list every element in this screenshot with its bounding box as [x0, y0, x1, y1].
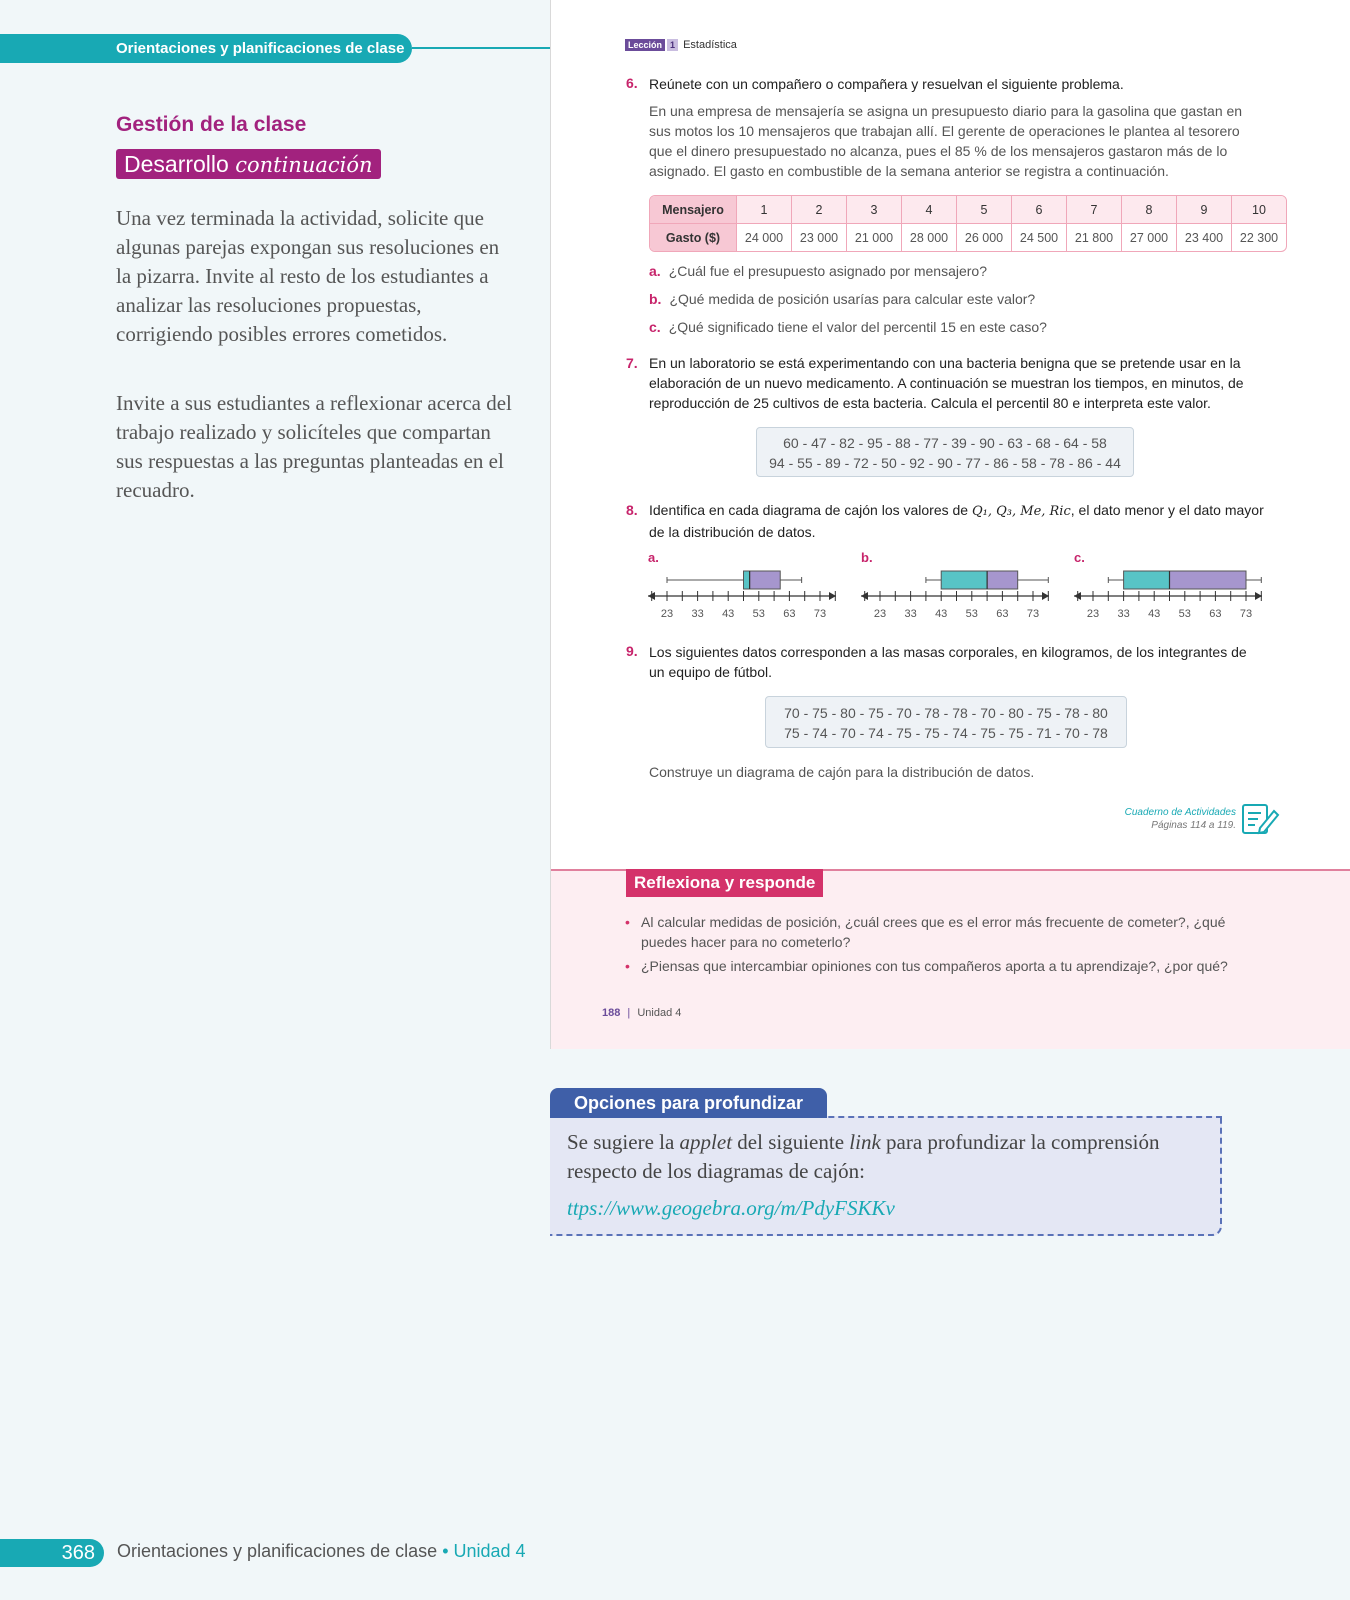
- tick-label: 33: [691, 608, 704, 620]
- footer-unit: Unidad 4: [453, 1541, 526, 1561]
- geogebra-link[interactable]: ttps://www.geogebra.org/m/PdyFSKKv: [567, 1196, 895, 1220]
- box-upper: [750, 571, 781, 589]
- box-upper: [987, 571, 1018, 589]
- box-lower: [1124, 571, 1170, 589]
- inner-page-number: 188: [602, 1007, 621, 1019]
- subquestion-letter: b.: [649, 291, 662, 307]
- tick-label: 43: [1148, 608, 1161, 620]
- tick-label: 53: [752, 608, 765, 620]
- box-upper: [1170, 571, 1247, 589]
- lesson-name: Estadística: [683, 39, 737, 51]
- gasto-table: [649, 195, 1287, 252]
- subquestion-text: ¿Qué medida de posición usarías para calcular este valor?: [669, 291, 1036, 307]
- cuaderno-pages: Páginas 114 a 119.: [1151, 820, 1236, 831]
- data-line: 94 - 55 - 89 - 72 - 50 - 92 - 90 - 77 - 86 - 58 - 78 - 86 - 44: [769, 455, 1121, 471]
- question-6-body: En una empresa de mensajería se asigna un presupuesto diario para la gasolina que gastan en sus motos los 10 mensajeros que trabajan allí. El gerente de operaciones le plantea al tesorero que el dinero presupuestado no alcanza, pues el 85 % de los mensajeros gastaron más de lo asignado. El gasto en combustible de la semana anterior se registra a continuación.: [649, 103, 1243, 179]
- table-cell: 1: [737, 196, 792, 224]
- footer-title: Orientaciones y planificaciones de clase: [117, 1541, 438, 1561]
- table-cell: 10: [1232, 196, 1286, 224]
- table-cell: 2: [792, 196, 847, 224]
- lesson-header: [625, 39, 737, 51]
- question-9-prompt: Los siguientes datos corresponden a las masas corporales, en kilogramos, de los integrantes de un equipo de fútbol.: [649, 644, 1247, 680]
- row-header-mensajero: Mensajero: [650, 196, 737, 224]
- boxplot-label: b.: [861, 550, 873, 565]
- section-banner: Orientaciones y planificaciones de clase: [0, 34, 412, 63]
- table-cell: 27 000: [1122, 224, 1177, 251]
- tick-label: 53: [1178, 608, 1191, 620]
- table-cell: 5: [957, 196, 1012, 224]
- cuaderno-reference: [1100, 806, 1236, 832]
- question-9-number: 9.: [626, 643, 638, 659]
- boxplot-b: [861, 550, 1049, 620]
- table-row: [650, 224, 1286, 251]
- page-footer-text: [117, 1541, 526, 1562]
- table-cell: 8: [1122, 196, 1177, 224]
- table-cell: 9: [1177, 196, 1232, 224]
- tick-label: 33: [904, 608, 917, 620]
- tick-label: 43: [935, 608, 948, 620]
- reflexiona-title: Reflexiona y responde: [626, 869, 823, 897]
- box-lower: [744, 571, 750, 589]
- boxplots: [640, 550, 1280, 630]
- opciones-text-c: para profundizar la comprensión respecto de los diagramas de cajón:: [567, 1130, 1160, 1183]
- table-cell: 6: [1012, 196, 1067, 224]
- tick-label: 63: [996, 608, 1009, 620]
- tick-label: 23: [1086, 608, 1100, 620]
- table-cell: 23 400: [1177, 224, 1232, 251]
- boxplot-a: [648, 550, 836, 620]
- table-cell: 21 800: [1067, 224, 1122, 251]
- tick-label: 43: [722, 608, 735, 620]
- question-8-number: 8.: [626, 502, 638, 518]
- table-cell: 26 000: [957, 224, 1012, 251]
- lesson-number: 1: [667, 39, 678, 51]
- data-line: 60 - 47 - 82 - 95 - 88 - 77 - 39 - 90 - 63 - 68 - 64 - 58: [783, 435, 1107, 451]
- tick-label: 23: [873, 608, 887, 620]
- table-cell: 7: [1067, 196, 1122, 224]
- table-cell: 24 500: [1012, 224, 1067, 251]
- cuaderno-title: Cuaderno de Actividades: [1124, 807, 1236, 818]
- question-8-prompt: [649, 500, 1264, 542]
- footer-divider: |: [627, 1007, 631, 1019]
- table-cell: 23 000: [792, 224, 847, 251]
- subquestion-c: [649, 319, 1047, 335]
- subquestion-a: [649, 263, 987, 279]
- question-6-number: 6.: [626, 75, 638, 91]
- subquestion-b: [649, 291, 1035, 307]
- subquestion-letter: a.: [649, 263, 661, 279]
- badge-main: Desarrollo: [124, 151, 229, 177]
- table-cell: 24 000: [737, 224, 792, 251]
- table-cell: 21 000: [847, 224, 902, 251]
- opciones-link-word: link: [849, 1130, 881, 1154]
- row-header-gasto: Gasto ($): [650, 224, 737, 251]
- opciones-text: [567, 1128, 1207, 1186]
- tick-label: 33: [1117, 608, 1130, 620]
- tick-label: 63: [1209, 608, 1222, 620]
- tick-label: 23: [660, 608, 674, 620]
- question-6-prompt: Reúnete con un compañero o compañera y resuelvan el siguiente problema.: [649, 76, 1124, 92]
- table-cell: 4: [902, 196, 957, 224]
- boxplot-label: a.: [648, 550, 659, 565]
- table-cell: 3: [847, 196, 902, 224]
- notebook-pencil-icon: [1240, 802, 1280, 836]
- question-7-prompt: En un laboratorio se está experimentando con una bacteria benigna que se pretende usar en la elaboración de un nuevo medicamento. A continuación se muestran los tiempos, en minutos, de reproducción de 25 cultivos de esta bacteria. Calcula el percentil 80 e interpreta este valor.: [649, 355, 1244, 411]
- desarrollo-badge: [116, 149, 381, 179]
- question-7-number: 7.: [626, 355, 638, 371]
- reflexiona-bullet: • Al calcular medidas de posición, ¿cuál crees que es el error más frecuente de cometer?, ¿qué puedes hacer para no cometerlo?: [641, 912, 1251, 952]
- opciones-text-a: Se sugiere la: [567, 1130, 680, 1154]
- opciones-text-b: del siguiente: [732, 1130, 850, 1154]
- inner-unit: Unidad 4: [637, 1007, 682, 1019]
- box-lower: [941, 571, 987, 589]
- tick-label: 53: [965, 608, 978, 620]
- footer-separator: •: [437, 1541, 454, 1561]
- question-9-instruction: Construye un diagrama de cajón para la distribución de datos.: [649, 764, 1035, 780]
- q7-data-box: [756, 427, 1134, 477]
- lesson-tag: Lección: [625, 39, 665, 51]
- tick-label: 73: [813, 608, 827, 620]
- table-cell: 28 000: [902, 224, 957, 251]
- data-line: 75 - 74 - 70 - 74 - 75 - 75 - 74 - 75 - 75 - 71 - 70 - 78: [784, 725, 1108, 741]
- section-title: Gestión de la clase: [116, 113, 307, 136]
- q9-data-box: [765, 696, 1127, 748]
- q8-prompt-vars: Q₁, Q₃, Me, Ric: [971, 504, 1071, 519]
- inner-page-footer: [602, 1007, 681, 1019]
- opciones-title: Opciones para profundizar: [550, 1088, 827, 1118]
- data-line: 70 - 75 - 80 - 75 - 70 - 78 - 78 - 70 - 80 - 75 - 78 - 80: [784, 705, 1108, 721]
- subquestion-letter: c.: [649, 319, 661, 335]
- table-row: [650, 196, 1286, 224]
- badge-italic: continuación: [235, 153, 373, 177]
- boxplot-c: [1074, 550, 1262, 620]
- boxplot-label: c.: [1074, 550, 1085, 565]
- opciones-applet: applet: [679, 1130, 733, 1154]
- q8-prompt-a: Identifica en cada diagrama de cajón los valores de: [649, 502, 972, 518]
- subquestion-text: ¿Qué significado tiene el valor del percentil 15 en este caso?: [668, 319, 1047, 335]
- guidance-paragraph-2: Invite a sus estudiantes a reflexionar acerca del trabajo realizado y solicíteles que compartan sus respuestas a las preguntas planteadas en el recuadro.: [116, 391, 512, 502]
- tick-label: 73: [1026, 608, 1040, 620]
- guidance-paragraph-1: Una vez terminada la actividad, solicite que algunas parejas expongan sus resoluciones en la pizarra. Invite al resto de los estudiantes a analizar las resoluciones propuestas, corrigiendo posibles errores cometidos.: [116, 206, 500, 346]
- subquestion-text: ¿Cuál fue el presupuesto asignado por mensajero?: [668, 263, 987, 279]
- tick-label: 63: [783, 608, 796, 620]
- reflexiona-bullet: • ¿Piensas que intercambiar opiniones con tus compañeros aporta a tu aprendizaje?, ¿por qué?: [641, 956, 1251, 976]
- page-number: 368: [0, 1539, 104, 1567]
- banner-line: [412, 47, 552, 49]
- tick-label: 73: [1239, 608, 1253, 620]
- table-cell: 22 300: [1239, 230, 1279, 245]
- q8-prompt-b: , el dato menor y el dato mayor de la distribución de datos.: [649, 502, 1264, 540]
